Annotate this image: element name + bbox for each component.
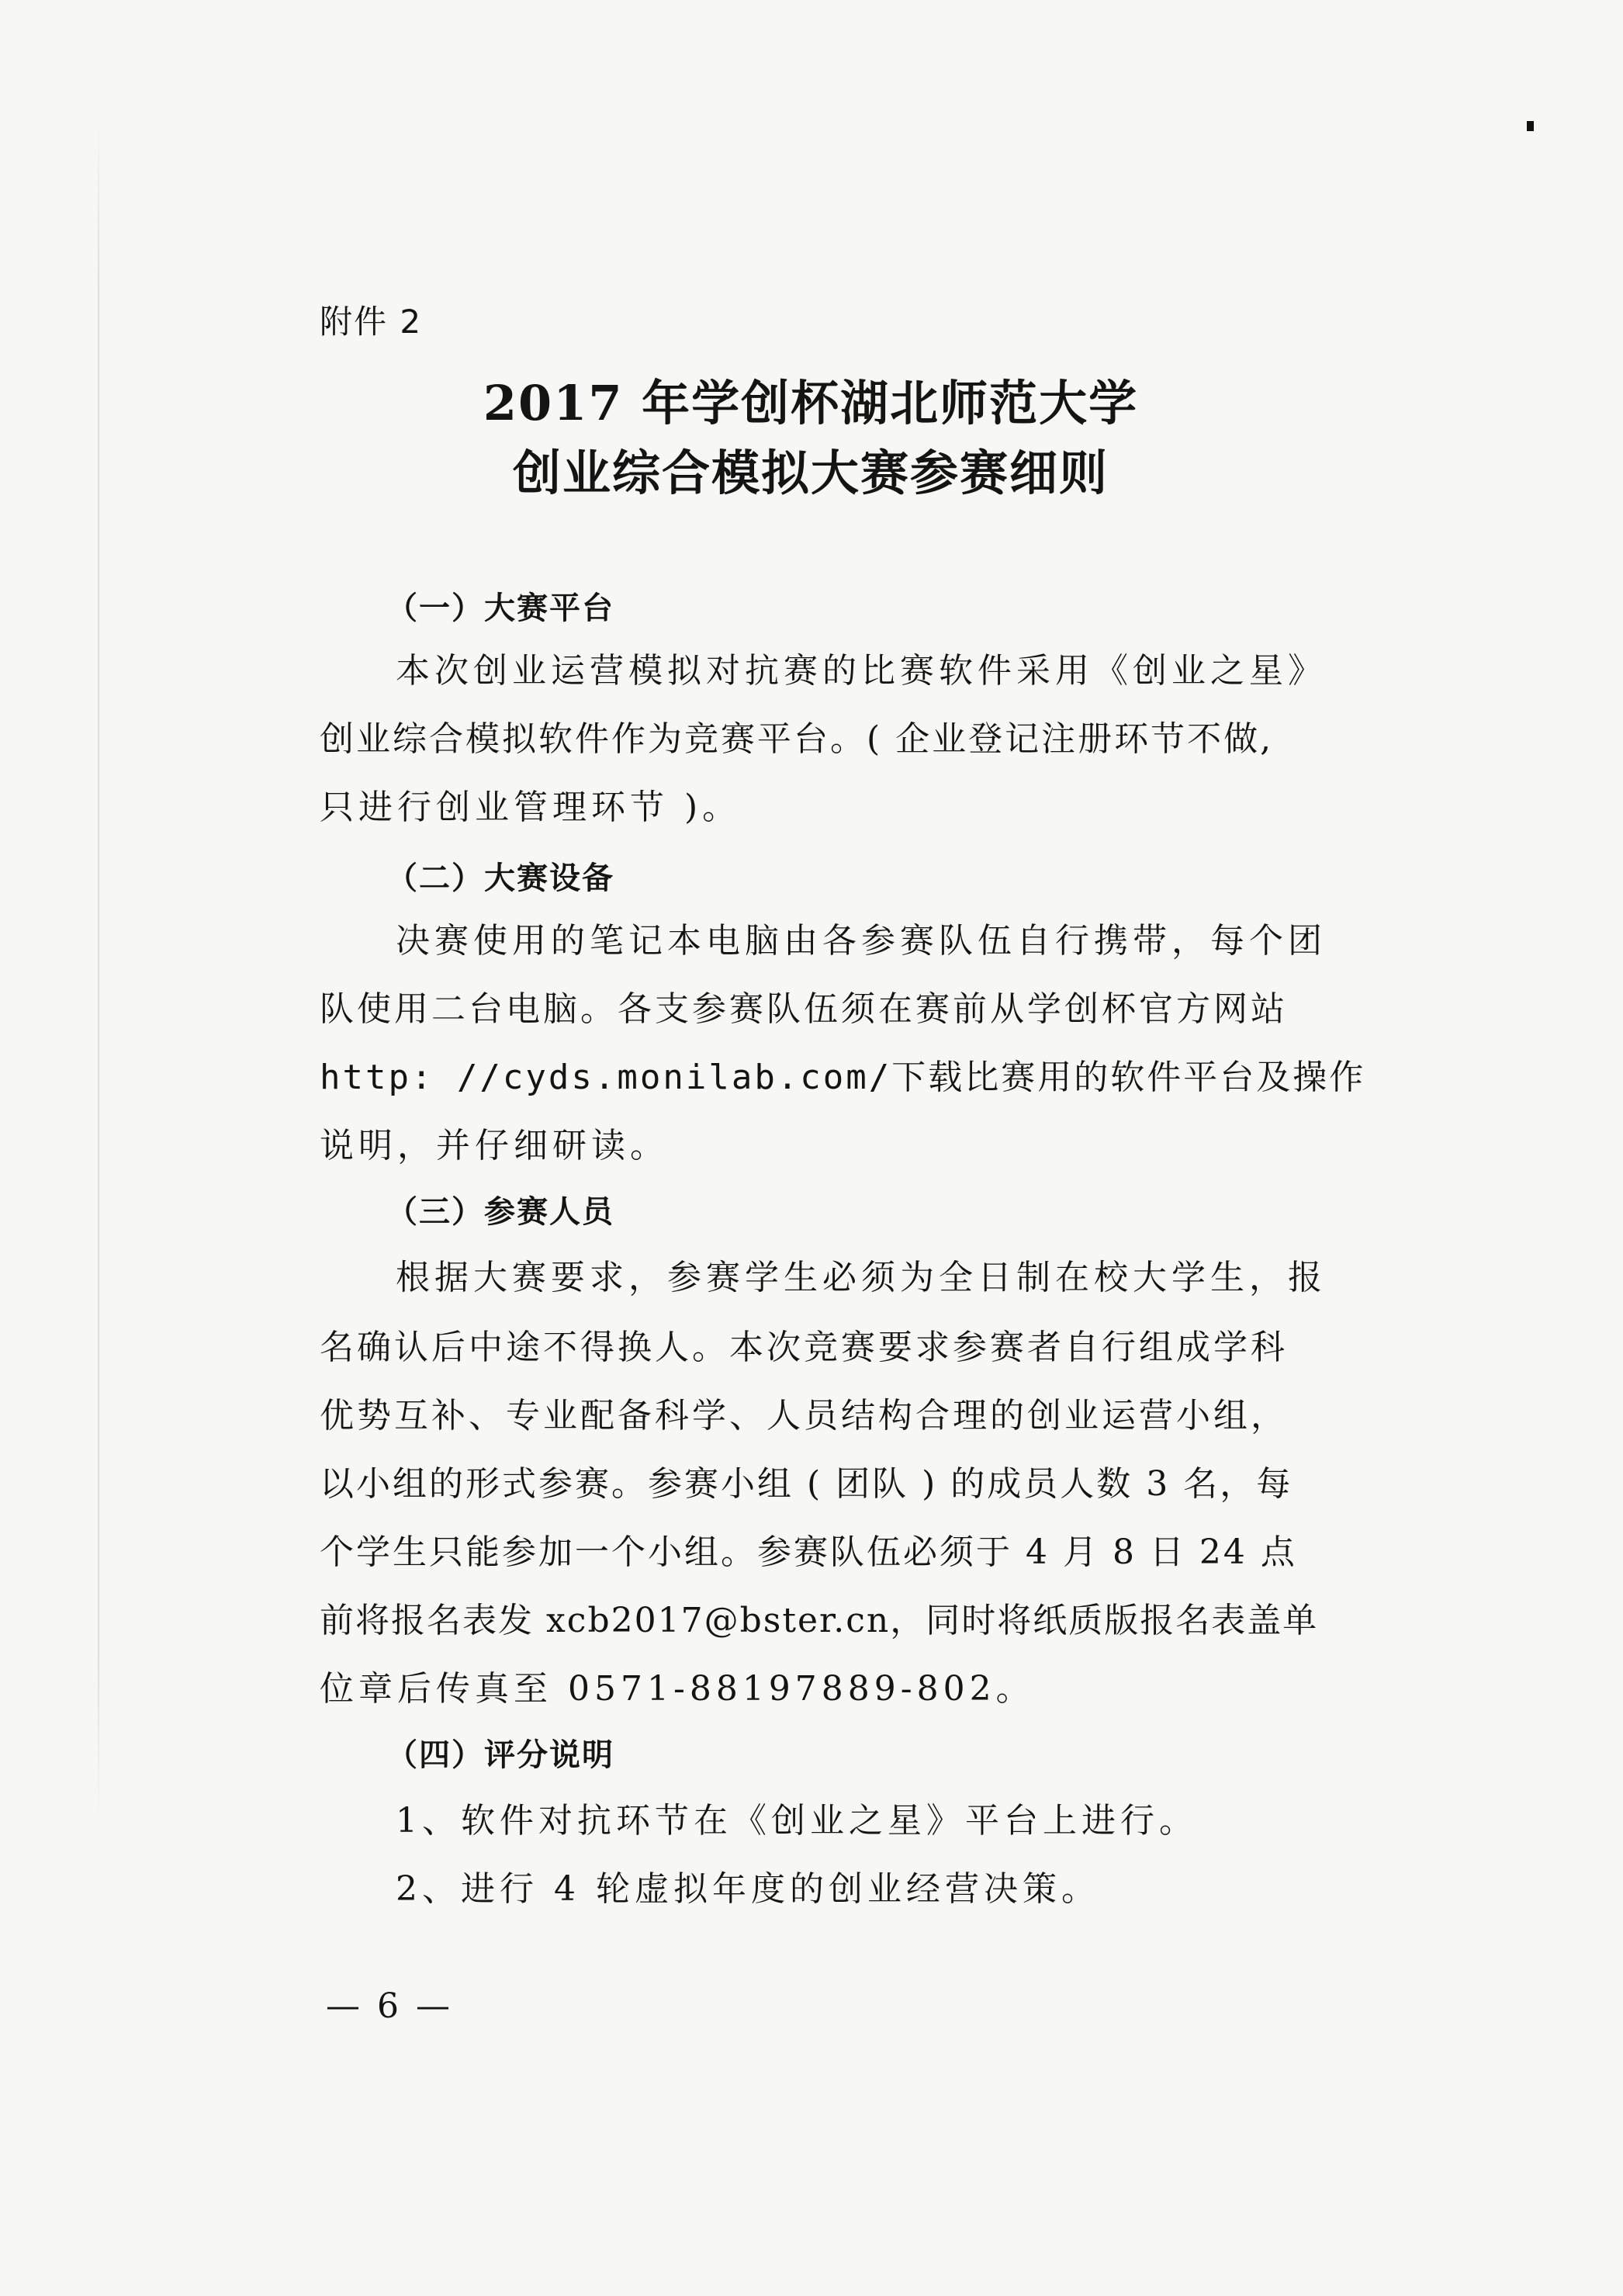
paragraph-line: 本次创业运营模拟对抗赛的比赛软件采用《创业之星》 bbox=[396, 651, 1327, 691]
section-heading-platform: （一）大赛平台 bbox=[386, 590, 614, 626]
scan-margin-line bbox=[98, 116, 99, 1823]
paragraph-line: 说明，并仔细研读。 bbox=[320, 1126, 669, 1165]
paragraph-line: 决赛使用的笔记本电脑由各参赛队伍自行携带，每个团 bbox=[396, 921, 1327, 961]
paragraph-line: 个学生只能参加一个小组。参赛队伍必须于 4 月 8 日 24 点 bbox=[320, 1532, 1297, 1572]
paragraph-line: 创业综合模拟软件作为竞赛平台。( 企业登记注册环节不做, bbox=[320, 719, 1274, 759]
paragraph-line: 前将报名表发 xcb2017@bster.cn，同时将纸质版报名表盖单 bbox=[320, 1601, 1319, 1640]
page-number: — 6 — bbox=[326, 1986, 453, 2026]
scan-mark bbox=[1527, 121, 1534, 131]
document-title-line-1: 2017 年学创杯湖北师范大学 bbox=[483, 375, 1139, 431]
paragraph-line: 以小组的形式参赛。参赛小组 ( 团队 ) 的成员人数 3 名，每 bbox=[320, 1464, 1293, 1504]
paragraph-line: http: //cyds.monilab.com/下载比赛用的软件平台及操作 bbox=[320, 1058, 1366, 1097]
paragraph-line: 队使用二台电脑。各支参赛队伍须在赛前从学创杯官方网站 bbox=[320, 989, 1288, 1029]
attachment-label: 附件 2 bbox=[320, 303, 423, 341]
paragraph-line: 根据大赛要求，参赛学生必须为全日制在校大学生，报 bbox=[396, 1258, 1327, 1297]
paragraph-line: 名确认后中途不得换人。本次竞赛要求参赛者自行组成学科 bbox=[320, 1328, 1288, 1367]
paragraph-line: 优势互补、专业配备科学、人员结构合理的创业运营小组， bbox=[320, 1396, 1288, 1435]
paragraph-line: 2、进行 4 轮虚拟年度的创业经营决策。 bbox=[396, 1869, 1100, 1909]
paragraph-line: 只进行创业管理环节 )。 bbox=[320, 788, 742, 827]
paragraph-line: 位章后传真至 0571-88197889-802。 bbox=[320, 1669, 1035, 1709]
section-heading-scoring: （四）评分说明 bbox=[386, 1737, 614, 1773]
paragraph-line: 1、软件对抗环节在《创业之星》平台上进行。 bbox=[396, 1801, 1198, 1841]
section-heading-equipment: （二）大赛设备 bbox=[386, 861, 614, 896]
section-heading-participants: （三）参赛人员 bbox=[386, 1194, 614, 1230]
document-title-line-2: 创业综合模拟大赛参赛细则 bbox=[512, 445, 1109, 501]
